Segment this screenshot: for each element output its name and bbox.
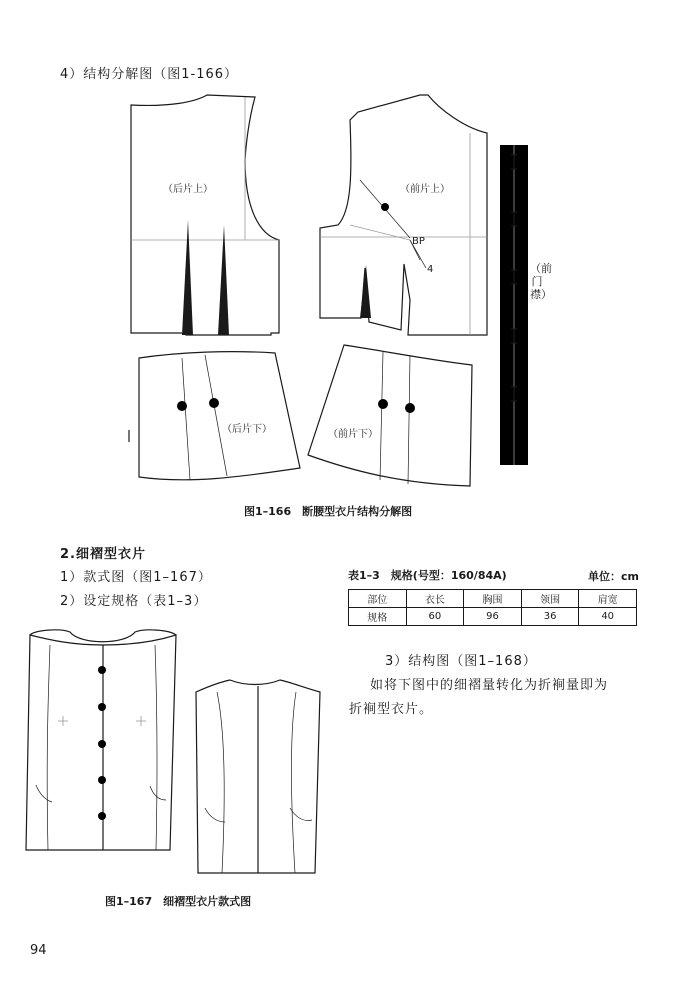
table-cell: 40 bbox=[579, 608, 637, 626]
table-header-cell: 部位 bbox=[349, 590, 407, 608]
section2-title: 2.细褶型衣片 bbox=[60, 547, 146, 562]
front-style-view bbox=[26, 630, 176, 850]
front-upper-piece bbox=[320, 95, 487, 335]
section4-heading: 4）结构分解图（图1-166） bbox=[60, 67, 239, 82]
back-lower-label: （后片下） bbox=[222, 424, 272, 435]
table-cell: 规格 bbox=[349, 608, 407, 626]
bp-label: BP bbox=[412, 236, 425, 247]
table-header-cell: 衣长 bbox=[406, 590, 464, 608]
back-upper-piece bbox=[131, 95, 279, 335]
back-style-view bbox=[196, 680, 320, 873]
table-header-cell: 胸围 bbox=[464, 590, 522, 608]
table-header-cell: 肩宽 bbox=[579, 590, 637, 608]
section2-item1: 1）款式图（图1–167） bbox=[60, 570, 212, 585]
back-upper-label: （后片上） bbox=[163, 184, 213, 195]
spec-table bbox=[348, 589, 637, 626]
table-row bbox=[349, 608, 637, 626]
section3-heading: 3）结构图（图1–168） bbox=[385, 654, 537, 669]
table-header-cell: 领围 bbox=[521, 590, 579, 608]
table-unit: 单位：cm bbox=[588, 570, 639, 583]
placket-label: （前门襟） bbox=[530, 262, 552, 301]
figure-1-167-caption: 图1–167 细褶型衣片款式图 bbox=[105, 895, 252, 908]
page-number: 94 bbox=[30, 943, 47, 958]
section2-item2: 2）设定规格（表1–3） bbox=[60, 594, 208, 609]
section3-paragraph-line2: 折裥型衣片。 bbox=[349, 702, 434, 717]
placket-piece bbox=[500, 145, 528, 465]
section3-paragraph-line1: 如将下图中的细褶量转化为折裥量即为 bbox=[370, 678, 609, 693]
table-cell: 60 bbox=[406, 608, 464, 626]
back-lower-piece bbox=[129, 352, 300, 480]
front-lower-label: （前片下） bbox=[328, 429, 378, 440]
front-upper-label: （前片上） bbox=[400, 184, 450, 195]
front-lower-piece bbox=[308, 345, 472, 486]
table-cell: 96 bbox=[464, 608, 522, 626]
table-header-row bbox=[349, 590, 637, 608]
figure-1-166-caption: 图1–166 断腰型衣片结构分解图 bbox=[244, 505, 413, 518]
table-title: 表1–3 规格(号型：160/84A) bbox=[348, 569, 507, 582]
dart-number-label: 4 bbox=[427, 264, 434, 275]
table-cell: 36 bbox=[521, 608, 579, 626]
